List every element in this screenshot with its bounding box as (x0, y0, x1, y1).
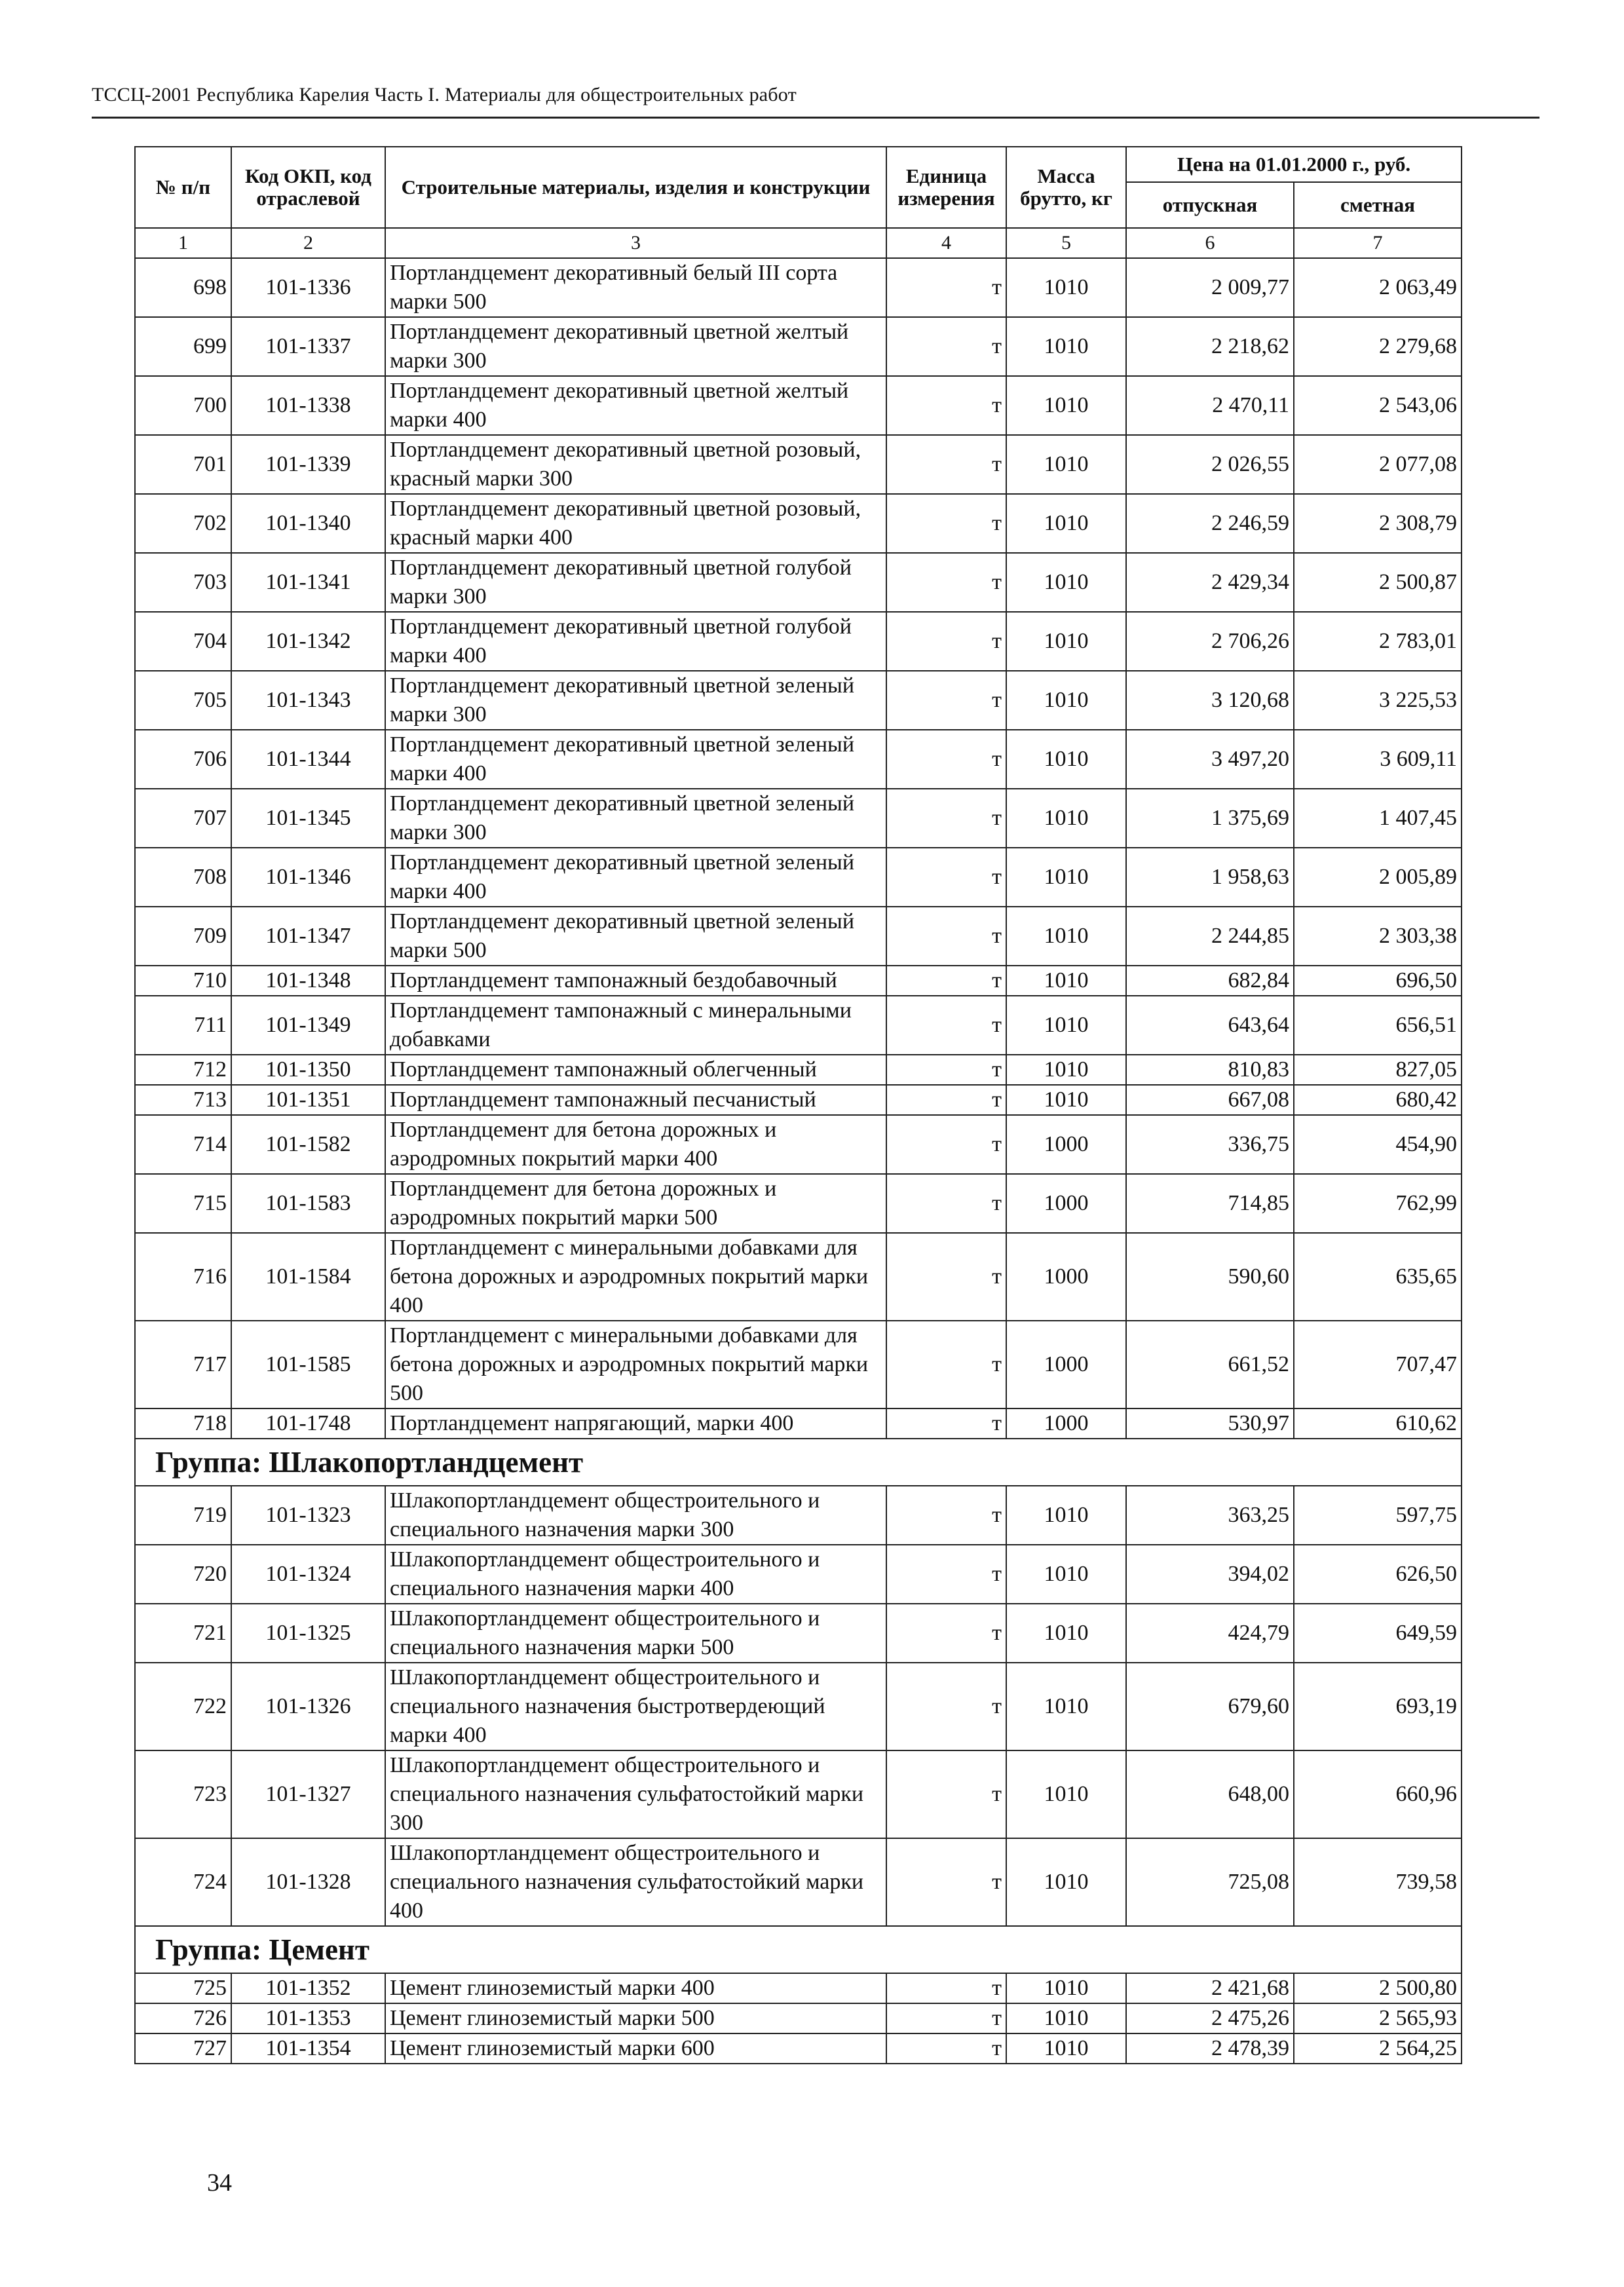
price-estimate: 2 005,89 (1294, 848, 1462, 907)
column-number: 4 (886, 228, 1006, 258)
material-name: Шлакопортландцемент общестроительного и специального назначения быстротвердеющий марки 400 (385, 1663, 886, 1750)
gross-mass: 1000 (1006, 1321, 1126, 1408)
table-row (135, 1486, 1462, 1545)
okp-code: 101-1343 (231, 671, 385, 730)
gross-mass: 1010 (1006, 966, 1126, 996)
gross-mass: 1010 (1006, 996, 1126, 1055)
gross-mass: 1010 (1006, 1055, 1126, 1085)
row-number: 698 (135, 258, 231, 317)
price-estimate: 610,62 (1294, 1408, 1462, 1439)
price-estimate: 696,50 (1294, 966, 1462, 996)
unit-of-measure: т (886, 789, 1006, 848)
okp-code: 101-1326 (231, 1663, 385, 1750)
price-sale: 810,83 (1126, 1055, 1294, 1085)
material-name: Портландцемент декоративный цветной желтый марки 400 (385, 376, 886, 435)
material-name: Портландцемент декоративный цветной голубой марки 300 (385, 553, 886, 612)
unit-of-measure: т (886, 907, 1006, 966)
material-name: Портландцемент декоративный цветной зеленый марки 300 (385, 671, 886, 730)
price-sale: 2 706,26 (1126, 612, 1294, 671)
table-row (135, 1055, 1462, 1085)
gross-mass: 1010 (1006, 1486, 1126, 1545)
price-estimate: 2 500,80 (1294, 1973, 1462, 2003)
column-number: 2 (231, 228, 385, 258)
unit-of-measure: т (886, 1233, 1006, 1321)
gross-mass: 1010 (1006, 848, 1126, 907)
unit-of-measure: т (886, 376, 1006, 435)
table-body-slag (135, 1486, 1462, 1926)
material-name: Портландцемент тампонажный облегченный (385, 1055, 886, 1085)
material-name: Портландцемент напрягающий, марки 400 (385, 1408, 886, 1439)
table-row (135, 730, 1462, 789)
column-number: 1 (135, 228, 231, 258)
price-estimate: 454,90 (1294, 1115, 1462, 1174)
price-sale: 714,85 (1126, 1174, 1294, 1233)
material-name: Портландцемент декоративный белый III сорта марки 500 (385, 258, 886, 317)
gross-mass: 1010 (1006, 789, 1126, 848)
gross-mass: 1010 (1006, 376, 1126, 435)
row-number: 706 (135, 730, 231, 789)
table-row (135, 1321, 1462, 1408)
gross-mass: 1000 (1006, 1233, 1126, 1321)
header-name: Строительные материалы, изделия и конструкции (385, 147, 886, 228)
material-name: Портландцемент тампонажный бездобавочный (385, 966, 886, 996)
row-number: 705 (135, 671, 231, 730)
price-sale: 2 470,11 (1126, 376, 1294, 435)
group-heading-cement: Группа: Цемент (135, 1926, 1462, 1973)
okp-code: 101-1350 (231, 1055, 385, 1085)
price-estimate: 3 609,11 (1294, 730, 1462, 789)
unit-of-measure: т (886, 1321, 1006, 1408)
row-number: 722 (135, 1663, 231, 1750)
price-sale: 667,08 (1126, 1085, 1294, 1115)
okp-code: 101-1583 (231, 1174, 385, 1233)
price-sale: 648,00 (1126, 1750, 1294, 1838)
gross-mass: 1010 (1006, 2003, 1126, 2033)
okp-code: 101-1347 (231, 907, 385, 966)
gross-mass: 1000 (1006, 1408, 1126, 1439)
material-name: Портландцемент декоративный цветной зеленый марки 400 (385, 730, 886, 789)
gross-mass: 1010 (1006, 671, 1126, 730)
okp-code: 101-1354 (231, 2033, 385, 2064)
material-name: Портландцемент тампонажный песчанистый (385, 1085, 886, 1115)
table-row (135, 1838, 1462, 1926)
table-row (135, 966, 1462, 996)
row-number: 723 (135, 1750, 231, 1838)
price-sale: 2 009,77 (1126, 258, 1294, 317)
price-estimate: 2 500,87 (1294, 553, 1462, 612)
price-sale: 363,25 (1126, 1486, 1294, 1545)
okp-code: 101-1585 (231, 1321, 385, 1408)
price-estimate: 693,19 (1294, 1663, 1462, 1750)
material-name: Портландцемент декоративный цветной зеленый марки 500 (385, 907, 886, 966)
column-number: 3 (385, 228, 886, 258)
column-number: 5 (1006, 228, 1126, 258)
unit-of-measure: т (886, 494, 1006, 553)
row-number: 703 (135, 553, 231, 612)
material-name: Портландцемент декоративный цветной желтый марки 300 (385, 317, 886, 376)
row-number: 709 (135, 907, 231, 966)
price-estimate: 2 308,79 (1294, 494, 1462, 553)
price-sale: 424,79 (1126, 1604, 1294, 1663)
price-sale: 2 026,55 (1126, 435, 1294, 494)
table-body-portland (135, 258, 1462, 1439)
price-sale: 1 375,69 (1126, 789, 1294, 848)
price-estimate: 680,42 (1294, 1085, 1462, 1115)
table-row (135, 1545, 1462, 1604)
okp-code: 101-1348 (231, 966, 385, 996)
gross-mass: 1010 (1006, 1750, 1126, 1838)
gross-mass: 1010 (1006, 1838, 1126, 1926)
gross-mass: 1000 (1006, 1115, 1126, 1174)
okp-code: 101-1341 (231, 553, 385, 612)
header-unit: Единица измерения (886, 147, 1006, 228)
okp-code: 101-1352 (231, 1973, 385, 2003)
material-name: Портландцемент декоративный цветной розовый, красный марки 300 (385, 435, 886, 494)
okp-code: 101-1324 (231, 1545, 385, 1604)
table-row (135, 1233, 1462, 1321)
table-row (135, 1973, 1462, 2003)
price-sale: 2 475,26 (1126, 2003, 1294, 2033)
table-row (135, 1663, 1462, 1750)
header-no: № п/п (135, 147, 231, 228)
unit-of-measure: т (886, 2003, 1006, 2033)
row-number: 704 (135, 612, 231, 671)
material-name: Шлакопортландцемент общестроительного и специального назначения сульфатостойкий марки 400 (385, 1838, 886, 1926)
price-estimate: 3 225,53 (1294, 671, 1462, 730)
price-estimate: 2 303,38 (1294, 907, 1462, 966)
table-row (135, 671, 1462, 730)
material-name: Шлакопортландцемент общестроительного и специального назначения марки 500 (385, 1604, 886, 1663)
price-estimate: 2 565,93 (1294, 2003, 1462, 2033)
gross-mass: 1010 (1006, 1604, 1126, 1663)
gross-mass: 1000 (1006, 1174, 1126, 1233)
unit-of-measure: т (886, 1085, 1006, 1115)
material-name: Портландцемент для бетона дорожных и аэродромных покрытий марки 400 (385, 1115, 886, 1174)
okp-code: 101-1345 (231, 789, 385, 848)
header-price: Цена на 01.01.2000 г., руб. (1126, 147, 1462, 182)
unit-of-measure: т (886, 996, 1006, 1055)
unit-of-measure: т (886, 1750, 1006, 1838)
unit-of-measure: т (886, 730, 1006, 789)
price-estimate: 739,58 (1294, 1838, 1462, 1926)
header-price-sale: отпускная (1126, 182, 1294, 228)
gross-mass: 1010 (1006, 612, 1126, 671)
price-estimate: 660,96 (1294, 1750, 1462, 1838)
okp-code: 101-1342 (231, 612, 385, 671)
gross-mass: 1010 (1006, 494, 1126, 553)
material-name: Цемент глиноземистый марки 600 (385, 2033, 886, 2064)
table-body-cement (135, 1973, 1462, 2064)
material-name: Цемент глиноземистый марки 500 (385, 2003, 886, 2033)
gross-mass: 1010 (1006, 2033, 1126, 2064)
gross-mass: 1010 (1006, 907, 1126, 966)
okp-code: 101-1337 (231, 317, 385, 376)
price-estimate: 597,75 (1294, 1486, 1462, 1545)
column-number: 7 (1294, 228, 1462, 258)
row-number: 701 (135, 435, 231, 494)
table-row (135, 553, 1462, 612)
gross-mass: 1010 (1006, 258, 1126, 317)
header-divider (92, 117, 1539, 119)
material-name: Шлакопортландцемент общестроительного и специального назначения сульфатостойкий марки 300 (385, 1750, 886, 1838)
okp-code: 101-1328 (231, 1838, 385, 1926)
gross-mass: 1010 (1006, 730, 1126, 789)
table-row (135, 494, 1462, 553)
price-estimate: 2 783,01 (1294, 612, 1462, 671)
row-number: 718 (135, 1408, 231, 1439)
price-sale: 661,52 (1126, 1321, 1294, 1408)
row-number: 714 (135, 1115, 231, 1174)
row-number: 715 (135, 1174, 231, 1233)
okp-code: 101-1339 (231, 435, 385, 494)
gross-mass: 1010 (1006, 1085, 1126, 1115)
column-number-row (135, 228, 1462, 258)
table-row (135, 435, 1462, 494)
table-row (135, 1604, 1462, 1663)
material-name: Шлакопортландцемент общестроительного и специального назначения марки 300 (385, 1486, 886, 1545)
material-name: Портландцемент с минеральными добавками для бетона дорожных и аэродромных покрытий марки 400 (385, 1233, 886, 1321)
material-name: Портландцемент тампонажный с минеральными добавками (385, 996, 886, 1055)
group-row (135, 1439, 1462, 1486)
price-sale: 2 478,39 (1126, 2033, 1294, 2064)
row-number: 710 (135, 966, 231, 996)
table-header-row (135, 147, 1462, 182)
price-sale: 336,75 (1126, 1115, 1294, 1174)
unit-of-measure: т (886, 1055, 1006, 1085)
unit-of-measure: т (886, 258, 1006, 317)
header-mass: Масса брутто, кг (1006, 147, 1126, 228)
table-row (135, 1174, 1462, 1233)
row-number: 726 (135, 2003, 231, 2033)
group-heading-section (135, 1926, 1462, 1973)
table-row (135, 258, 1462, 317)
running-header: ТССЦ-2001 Республика Карелия Часть I. Материалы для общестроительных работ (92, 84, 797, 105)
unit-of-measure: т (886, 1545, 1006, 1604)
row-number: 721 (135, 1604, 231, 1663)
material-name: Портландцемент с минеральными добавками для бетона дорожных и аэродромных покрытий марки 500 (385, 1321, 886, 1408)
table-row (135, 1115, 1462, 1174)
price-sale: 2 246,59 (1126, 494, 1294, 553)
price-sale: 394,02 (1126, 1545, 1294, 1604)
price-sale: 643,64 (1126, 996, 1294, 1055)
material-name: Портландцемент для бетона дорожных и аэродромных покрытий марки 500 (385, 1174, 886, 1233)
table-row (135, 376, 1462, 435)
price-table (134, 146, 1462, 2064)
table-row (135, 1750, 1462, 1838)
material-name: Портландцемент декоративный цветной зеленый марки 400 (385, 848, 886, 907)
okp-code: 101-1338 (231, 376, 385, 435)
okp-code: 101-1336 (231, 258, 385, 317)
row-number: 719 (135, 1486, 231, 1545)
okp-code: 101-1327 (231, 1750, 385, 1838)
price-estimate: 2 543,06 (1294, 376, 1462, 435)
okp-code: 101-1353 (231, 2003, 385, 2033)
unit-of-measure: т (886, 612, 1006, 671)
unit-of-measure: т (886, 848, 1006, 907)
okp-code: 101-1340 (231, 494, 385, 553)
unit-of-measure: т (886, 966, 1006, 996)
unit-of-measure: т (886, 1973, 1006, 2003)
price-sale: 682,84 (1126, 966, 1294, 996)
price-sale: 530,97 (1126, 1408, 1294, 1439)
price-estimate: 635,65 (1294, 1233, 1462, 1321)
gross-mass: 1010 (1006, 435, 1126, 494)
material-name: Портландцемент декоративный цветной зеленый марки 300 (385, 789, 886, 848)
gross-mass: 1010 (1006, 1663, 1126, 1750)
row-number: 724 (135, 1838, 231, 1926)
price-estimate: 656,51 (1294, 996, 1462, 1055)
price-estimate: 2 279,68 (1294, 317, 1462, 376)
group-heading-slag: Группа: Шлакопортландцемент (135, 1439, 1462, 1486)
row-number: 713 (135, 1085, 231, 1115)
row-number: 708 (135, 848, 231, 907)
row-number: 702 (135, 494, 231, 553)
unit-of-measure: т (886, 1838, 1006, 1926)
price-estimate: 707,47 (1294, 1321, 1462, 1408)
price-sale: 1 958,63 (1126, 848, 1294, 907)
row-number: 727 (135, 2033, 231, 2064)
row-number: 700 (135, 376, 231, 435)
unit-of-measure: т (886, 435, 1006, 494)
group-row (135, 1926, 1462, 1973)
price-sale: 3 497,20 (1126, 730, 1294, 789)
page-number: 34 (207, 2169, 232, 2197)
unit-of-measure: т (886, 1486, 1006, 1545)
price-sale: 2 218,62 (1126, 317, 1294, 376)
unit-of-measure: т (886, 2033, 1006, 2064)
table-row (135, 789, 1462, 848)
table-row (135, 1085, 1462, 1115)
material-name: Портландцемент декоративный цветной розовый, красный марки 400 (385, 494, 886, 553)
okp-code: 101-1323 (231, 1486, 385, 1545)
table-row (135, 1408, 1462, 1439)
okp-code: 101-1325 (231, 1604, 385, 1663)
okp-code: 101-1351 (231, 1085, 385, 1115)
price-sale: 2 429,34 (1126, 553, 1294, 612)
price-estimate: 626,50 (1294, 1545, 1462, 1604)
row-number: 716 (135, 1233, 231, 1321)
column-number: 6 (1126, 228, 1294, 258)
price-sale: 3 120,68 (1126, 671, 1294, 730)
price-sale: 2 421,68 (1126, 1973, 1294, 2003)
unit-of-measure: т (886, 1663, 1006, 1750)
header-code: Код ОКП, код отраслевой (231, 147, 385, 228)
material-name: Шлакопортландцемент общестроительного и специального назначения марки 400 (385, 1545, 886, 1604)
price-estimate: 762,99 (1294, 1174, 1462, 1233)
unit-of-measure: т (886, 553, 1006, 612)
okp-code: 101-1582 (231, 1115, 385, 1174)
okp-code: 101-1349 (231, 996, 385, 1055)
table-row (135, 317, 1462, 376)
price-estimate: 827,05 (1294, 1055, 1462, 1085)
material-name: Цемент глиноземистый марки 400 (385, 1973, 886, 2003)
price-sale: 2 244,85 (1126, 907, 1294, 966)
okp-code: 101-1748 (231, 1408, 385, 1439)
header-price-estimate: сметная (1294, 182, 1462, 228)
gross-mass: 1010 (1006, 317, 1126, 376)
price-estimate: 2 063,49 (1294, 258, 1462, 317)
price-estimate: 1 407,45 (1294, 789, 1462, 848)
unit-of-measure: т (886, 1604, 1006, 1663)
row-number: 725 (135, 1973, 231, 2003)
table-row (135, 996, 1462, 1055)
row-number: 712 (135, 1055, 231, 1085)
table-row (135, 2003, 1462, 2033)
gross-mass: 1010 (1006, 1973, 1126, 2003)
price-estimate: 2 564,25 (1294, 2033, 1462, 2064)
unit-of-measure: т (886, 1408, 1006, 1439)
unit-of-measure: т (886, 671, 1006, 730)
price-estimate: 2 077,08 (1294, 435, 1462, 494)
unit-of-measure: т (886, 317, 1006, 376)
gross-mass: 1010 (1006, 553, 1126, 612)
price-sale: 725,08 (1126, 1838, 1294, 1926)
row-number: 717 (135, 1321, 231, 1408)
gross-mass: 1010 (1006, 1545, 1126, 1604)
unit-of-measure: т (886, 1115, 1006, 1174)
material-name: Портландцемент декоративный цветной голубой марки 400 (385, 612, 886, 671)
table-row (135, 848, 1462, 907)
price-estimate: 649,59 (1294, 1604, 1462, 1663)
okp-code: 101-1344 (231, 730, 385, 789)
row-number: 711 (135, 996, 231, 1055)
price-sale: 590,60 (1126, 1233, 1294, 1321)
table-row (135, 612, 1462, 671)
table-row (135, 907, 1462, 966)
row-number: 707 (135, 789, 231, 848)
okp-code: 101-1346 (231, 848, 385, 907)
group-heading-section (135, 1439, 1462, 1486)
okp-code: 101-1584 (231, 1233, 385, 1321)
unit-of-measure: т (886, 1174, 1006, 1233)
table-row (135, 2033, 1462, 2064)
row-number: 720 (135, 1545, 231, 1604)
row-number: 699 (135, 317, 231, 376)
price-sale: 679,60 (1126, 1663, 1294, 1750)
